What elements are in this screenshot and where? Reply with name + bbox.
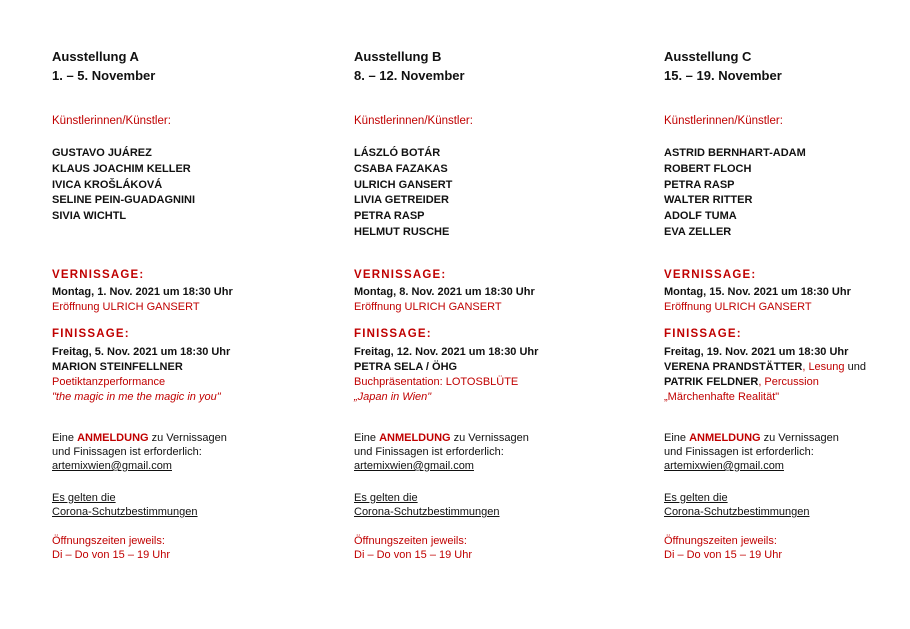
vernissage-date: Montag, 1. Nov. 2021 um 18:30 Uhr: [52, 286, 233, 298]
registration-line2: und Finissagen ist erforderlich:: [354, 446, 504, 458]
artist-name: LIVIA GETREIDER: [354, 194, 449, 207]
exhibition-dates: 1. – 5. November: [52, 68, 156, 83]
registration-post: zu Vernissagen: [450, 432, 529, 444]
artist-name: CSABA FAZAKAS: [354, 162, 448, 175]
artist-name: KLAUS JOACHIM KELLER: [52, 162, 191, 175]
finissage-title: FINISSAGE:: [52, 328, 130, 340]
artist-name: SIVIA WICHTL: [52, 210, 127, 223]
hours-line2: Di – Do von 15 – 19 Uhr: [52, 549, 171, 561]
artist-name: EVA ZELLER: [664, 225, 732, 238]
registration-pre: Eine: [52, 432, 78, 444]
finissage-quote: „Japan in Wien": [354, 391, 432, 403]
finissage-title: FINISSAGE:: [354, 328, 432, 340]
artist-name: ULRICH GANSERT: [354, 178, 453, 191]
finissage-performers-line2: [664, 375, 819, 390]
finissage-und: und: [844, 361, 866, 373]
registration-note: [664, 431, 839, 459]
hours-line2: Di – Do von 15 – 19 Uhr: [664, 549, 783, 561]
email-link[interactable]: artemixwien@gmail.com: [354, 460, 474, 472]
hours-line1: Öffnungszeiten jeweils:: [354, 535, 467, 547]
corona-rules-note: [664, 491, 810, 519]
vernissage-date: Montag, 15. Nov. 2021 um 18:30 Uhr: [664, 286, 851, 298]
vernissage-opening: Eröffnung ULRICH GANSERT: [664, 301, 812, 313]
opening-hours: [664, 534, 782, 562]
corona-line1: Es gelten die: [664, 492, 728, 504]
corona-line1: Es gelten die: [52, 492, 116, 504]
finissage-role: , Lesung: [802, 361, 845, 373]
email-link[interactable]: artemixwien@gmail.com: [664, 460, 784, 472]
artist-name: IVICA KROŠLÁKOVÁ: [52, 178, 163, 191]
artist-name: PETRA RASP: [664, 178, 735, 191]
artists-label: Künstlerinnen/Künstler:: [354, 115, 473, 127]
artist-name: HELMUT RUSCHE: [354, 225, 450, 238]
registration-pre: Eine: [664, 432, 690, 444]
artists-label: Künstlerinnen/Künstler:: [52, 115, 171, 127]
finissage-performer: VERENA PRANDSTÄTTER: [664, 361, 803, 373]
artist-name: ASTRID BERNHART-ADAM: [664, 147, 806, 159]
exhibition-title: Ausstellung C: [664, 49, 752, 64]
finissage-date: Freitag, 12. Nov. 2021 um 18:30 Uhr: [354, 346, 539, 358]
artist-name: GUSTAVO JUÁREZ: [52, 147, 152, 159]
corona-rules-note: [354, 491, 500, 519]
finissage-quote: "the magic in me the magic in you": [52, 391, 221, 403]
registration-word: ANMELDUNG: [379, 432, 451, 444]
email-link[interactable]: artemixwien@gmail.com: [52, 460, 172, 472]
finissage-title: FINISSAGE:: [664, 328, 742, 340]
registration-note: [354, 431, 529, 459]
vernissage-date: Montag, 8. Nov. 2021 um 18:30 Uhr: [354, 286, 535, 298]
registration-word: ANMELDUNG: [77, 432, 149, 444]
vernissage-title: VERNISSAGE:: [354, 269, 447, 281]
artists-list: [664, 146, 806, 241]
finissage-performer: MARION STEINFELLNER: [52, 361, 183, 373]
vernissage-opening: Eröffnung ULRICH GANSERT: [354, 301, 502, 313]
hours-line1: Öffnungszeiten jeweils:: [664, 535, 777, 547]
exhibition-dates: 15. – 19. November: [664, 68, 782, 83]
exhibition-title: Ausstellung A: [52, 49, 139, 64]
registration-pre: Eine: [354, 432, 380, 444]
corona-line1: Es gelten die: [354, 492, 418, 504]
corona-line2: Corona-Schutzbestimmungen: [354, 506, 500, 518]
artist-name: WALTER RITTER: [664, 194, 753, 207]
corona-rules-note: [52, 491, 198, 519]
registration-post: zu Vernissagen: [760, 432, 839, 444]
vernissage-title: VERNISSAGE:: [52, 269, 145, 281]
registration-note: [52, 431, 227, 459]
registration-line2: und Finissagen ist erforderlich:: [664, 446, 814, 458]
finissage-program: Buchpräsentation: LOTOSBLÜTE: [354, 376, 519, 388]
finissage-quote: „Märchenhafte Realität": [664, 391, 780, 403]
artists-list: [354, 146, 452, 241]
exhibition-title: Ausstellung B: [354, 49, 442, 64]
finissage-program: Poetiktanzperformance: [52, 376, 166, 388]
opening-hours: [52, 534, 170, 562]
artist-name: ROBERT FLOCH: [664, 162, 752, 175]
hours-line2: Di – Do von 15 – 19 Uhr: [354, 549, 473, 561]
artist-name: LÁSZLÓ BOTÁR: [354, 147, 441, 159]
artists-label: Künstlerinnen/Künstler:: [664, 115, 783, 127]
opening-hours: [354, 534, 472, 562]
finissage-role: , Percussion: [758, 376, 819, 388]
artist-name: ADOLF TUMA: [664, 210, 737, 223]
artists-list: [52, 146, 195, 225]
finissage-date: Freitag, 5. Nov. 2021 um 18:30 Uhr: [52, 346, 231, 358]
artist-name: SELINE PEIN-GUADAGNINI: [52, 194, 196, 207]
hours-line1: Öffnungszeiten jeweils:: [52, 535, 165, 547]
registration-line2: und Finissagen ist erforderlich:: [52, 446, 202, 458]
vernissage-opening: Eröffnung ULRICH GANSERT: [52, 301, 200, 313]
artist-name: PETRA RASP: [354, 210, 425, 223]
registration-post: zu Vernissagen: [148, 432, 227, 444]
corona-line2: Corona-Schutzbestimmungen: [664, 506, 810, 518]
registration-word: ANMELDUNG: [689, 432, 761, 444]
vernissage-title: VERNISSAGE:: [664, 269, 757, 281]
finissage-performer: PATRIK FELDNER: [664, 376, 759, 388]
finissage-date: Freitag, 19. Nov. 2021 um 18:30 Uhr: [664, 346, 849, 358]
finissage-performers-line1: [664, 360, 866, 375]
exhibition-dates: 8. – 12. November: [354, 68, 465, 83]
corona-line2: Corona-Schutzbestimmungen: [52, 506, 198, 518]
finissage-performer: PETRA SELA / ÖHG: [354, 361, 458, 373]
